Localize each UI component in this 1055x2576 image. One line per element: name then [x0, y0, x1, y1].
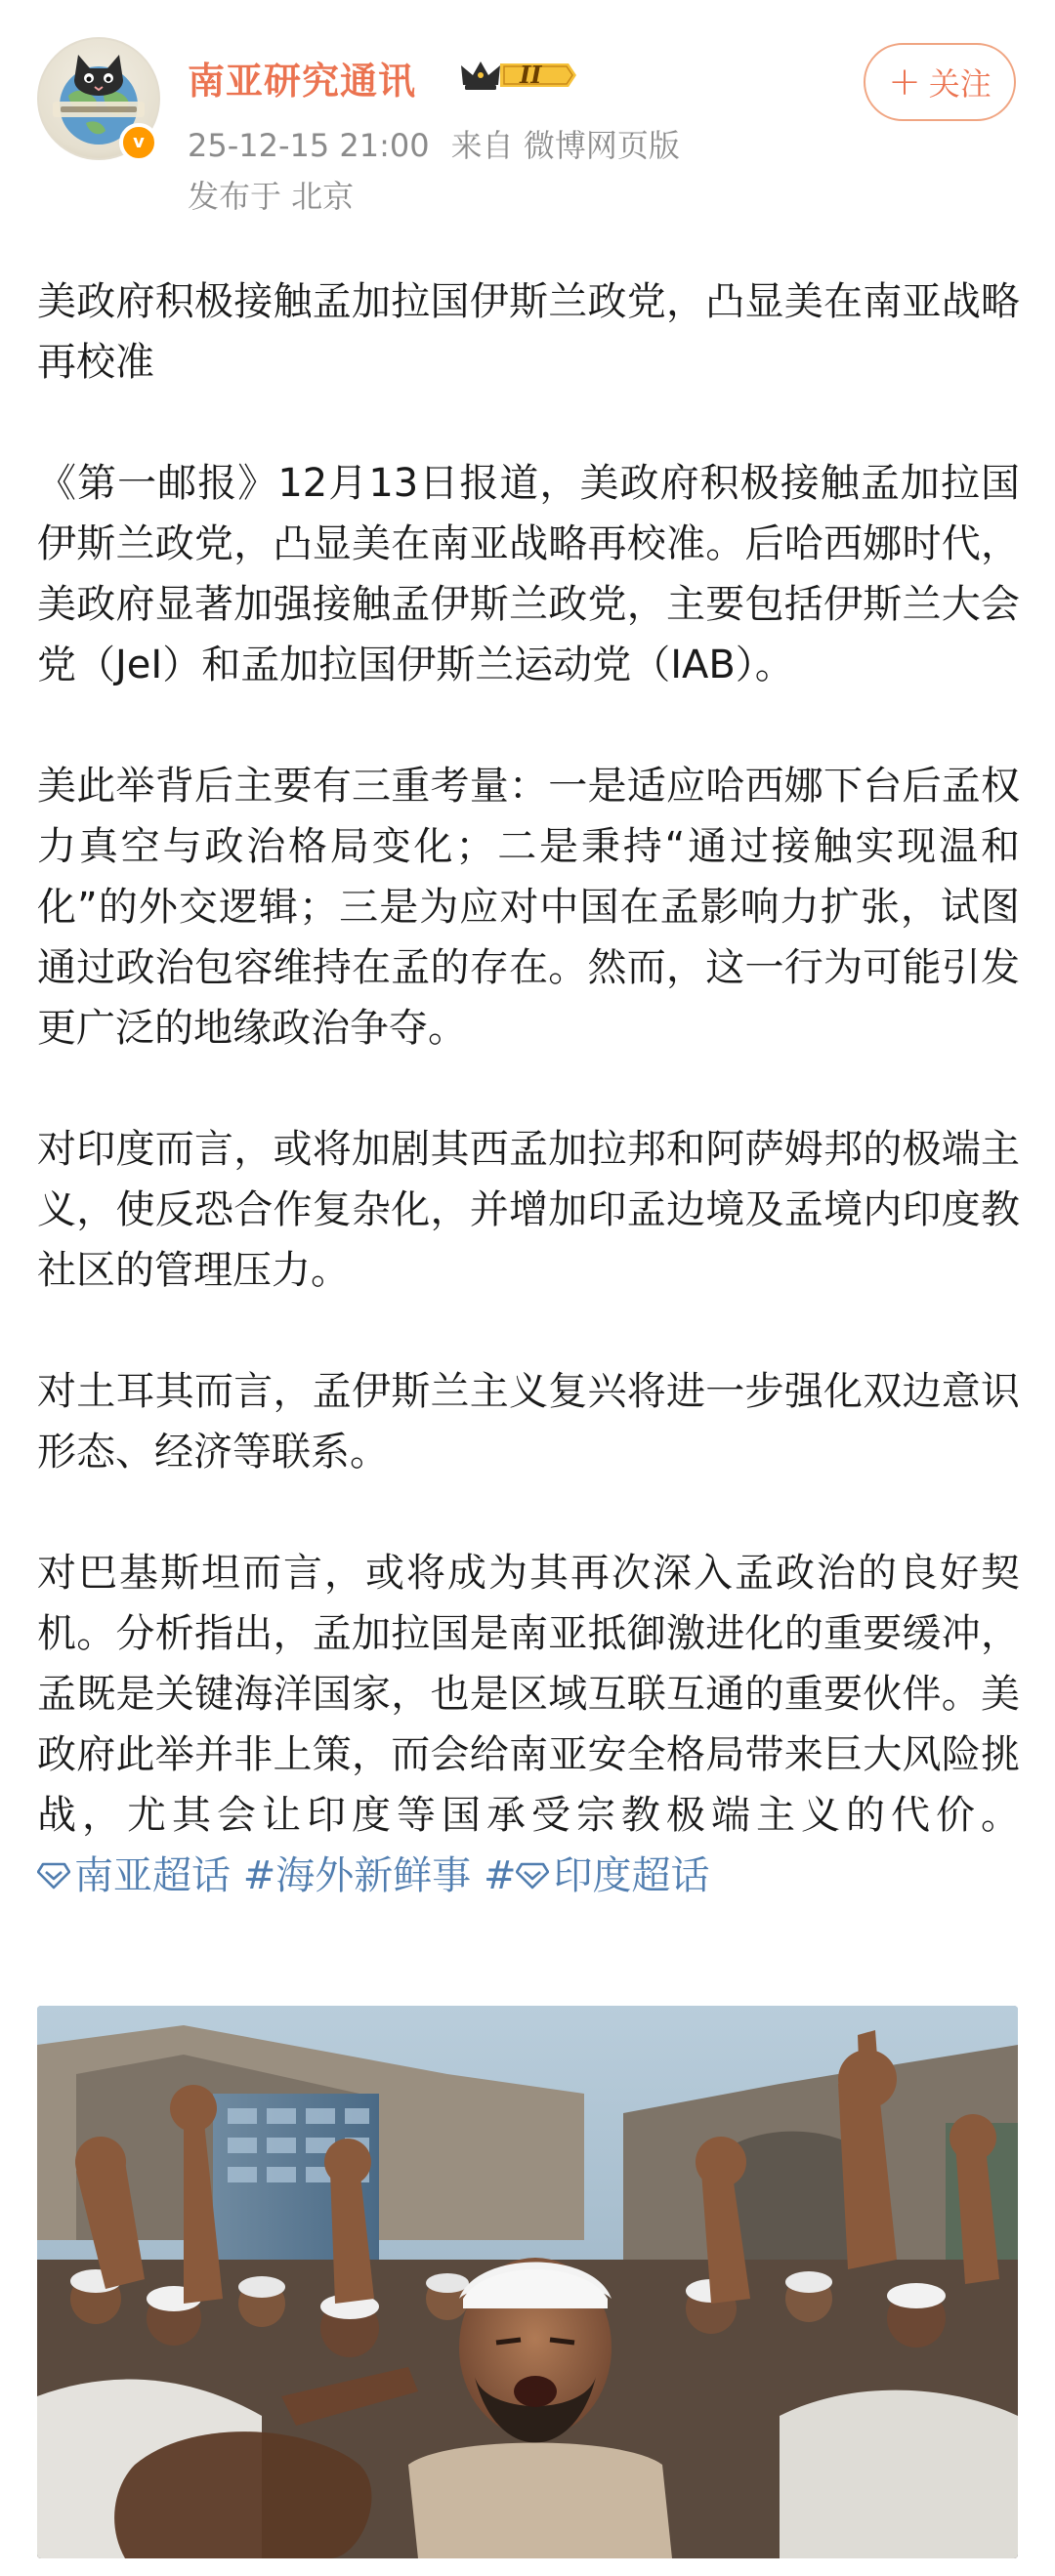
post-paragraph: 《第一邮报》12月13日报道，美政府积极接触孟加拉国伊斯兰政党，凸显美在南亚战略再校准。后哈西娜时代，美政府显著加强接触孟伊斯兰政党，主要包括伊斯兰大会党（JeI）和孟加拉国伊斯兰运动党（IAB）。	[37, 461, 1020, 687]
post-meta	[188, 121, 701, 166]
post-paragraph: 美此举背后主要有三重考量：一是适应哈西娜下台后孟权力真空与政治格局变化；二是秉持“通过接触实现温和化”的外交逻辑；三是为应对中国在孟影响力扩张，试图通过政治包容维持在孟的存在。然而，这一行为可能引发更广泛的地缘政治争夺。	[37, 764, 1020, 1051]
hashtag-south-asia-supertopic[interactable]	[37, 1853, 231, 1898]
protest-crowd-photo-icon	[37, 2006, 1018, 2558]
post-header	[0, 0, 1055, 230]
verified-badge-icon: v	[119, 123, 158, 162]
hashtag-prefix: #	[483, 1853, 517, 1898]
post-paragraph-text: 对巴基斯坦而言，或将成为其再次深入孟政治的良好契机。分析指出，孟加拉国是南亚抵御激进化的重要缓冲，孟既是关键海洋国家，也是区域互联互通的重要伙伴。美政府此举并非上策，而会给南亚安全格局带来巨大风险挑战，尤其会让印度等国承受宗教极端主义的代价。	[37, 1551, 1020, 1838]
hashtag-label: 南亚超话	[74, 1853, 231, 1898]
hashtag-india-supertopic[interactable]	[484, 1853, 710, 1898]
post-paragraph: 对土耳其而言，孟伊斯兰主义复兴将进一步强化双边意识形态、经济等联系。	[37, 1369, 1020, 1475]
super-topic-icon	[37, 1860, 70, 1890]
member-level-text: II	[520, 61, 542, 89]
follow-button-label: 关注	[928, 65, 992, 103]
post-source: 来自 微博网页版	[450, 127, 680, 164]
hashtag-label: 印度超话	[553, 1853, 710, 1898]
user-name[interactable]: 南亚研究通讯	[188, 60, 417, 103]
plus-icon: +	[888, 60, 921, 104]
hashtag-overseas-news[interactable]: #海外新鲜事	[242, 1853, 472, 1898]
post-title-paragraph: 美政府积极接触孟加拉国伊斯兰政党，凸显美在南亚战略再校准	[37, 279, 1020, 385]
post-paragraph-with-hashtags	[37, 1543, 1020, 1906]
super-topic-icon	[516, 1860, 549, 1890]
member-level-badge-icon[interactable]	[459, 56, 578, 95]
post-paragraph: 对印度而言，或将加剧其西孟加拉邦和阿萨姆邦的极端主义，使反恐合作复杂化，并增加印孟边境及孟境内印度教社区的管理压力。	[37, 1127, 1020, 1293]
post-photo[interactable]	[37, 2006, 1018, 2558]
post-timestamp[interactable]: 25-12-15 21:00	[188, 127, 430, 164]
follow-button[interactable]	[864, 43, 1016, 121]
post-location: 发布于 北京	[188, 178, 355, 215]
post-text	[37, 271, 1020, 1906]
